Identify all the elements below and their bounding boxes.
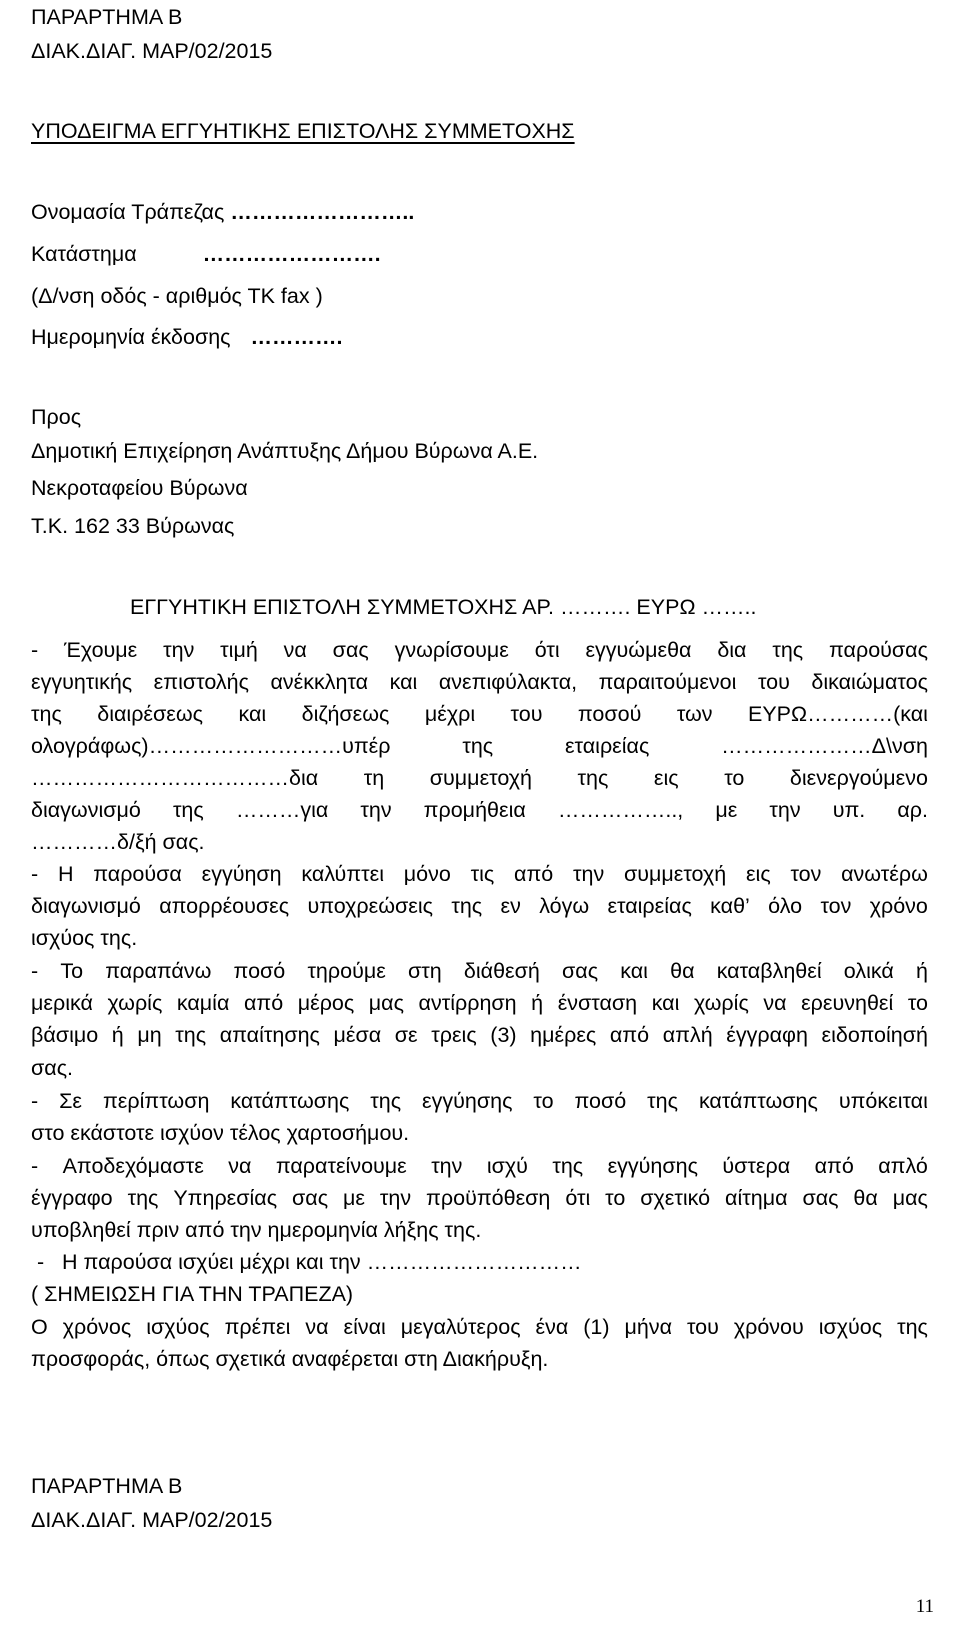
word: της [897,1315,928,1339]
paragraph-extension [31,1156,928,1178]
paragraph-guarantee [31,672,928,694]
word: προμήθεια [423,798,526,822]
word: ισχύ [486,1154,528,1178]
word: της [31,702,62,726]
word: συμμετοχή [623,862,727,886]
paragraph-guarantee [31,768,928,790]
word: μας [368,991,404,1015]
issue-date-label: Ημερομηνία έκδοσης [31,325,231,349]
bank-name-label: Ονομασία Τράπεζας [31,200,225,224]
word: κατάπτωσης [698,1089,818,1113]
word: απλό [878,1154,928,1178]
bank-address: (Δ/νση οδός - αριθμός ΤΚ fax ) [31,284,323,308]
word: Σε [59,1089,83,1113]
word: επιστολής [153,670,249,694]
word: την [431,1154,463,1178]
word: της [772,638,804,662]
word: να [283,638,307,662]
issue-date-placeholder: …………. [250,325,343,349]
word: αρ. [897,798,928,822]
word: μόνο [403,862,451,886]
bank-name-line [31,202,414,224]
word: του [510,702,543,726]
word: ισχύος [146,1315,210,1339]
word: θα [670,959,695,983]
branch-line [31,244,381,266]
word: το [605,1186,626,1210]
word: καλύπτει [301,862,385,886]
word: την [360,798,392,822]
word: ανωτέρω [841,862,928,886]
bank-note-text-end: προσφοράς, όπως σχετικά αναφέρεται στη Διακήρυξη. [31,1347,549,1371]
word: δικαιώματος [811,670,928,694]
word: με [715,798,738,822]
word: μέρος [297,991,355,1015]
word: της [127,1186,159,1210]
word: ειδοποίησή [821,1023,928,1047]
word: παρούσα [93,862,182,886]
word: ποσού [577,702,642,726]
word: απαίτησης [219,1023,320,1047]
word: - [31,638,39,662]
word: σας [332,638,369,662]
footer-annex: ΠΑΡΑΡΤΗΜΑ Β [31,1474,183,1498]
word: γνωρίσουμε [394,638,509,662]
word: ανεπιφύλακτα, [438,670,578,694]
word: του [757,670,790,694]
word: τηρούμε [307,959,386,983]
word: τη [363,766,385,790]
word: από [814,1154,854,1178]
word: εις [653,766,679,790]
word: ένσταση [557,991,638,1015]
word: χωρίς [107,991,163,1015]
word: είναι [343,1315,386,1339]
bank-name-placeholder: …………………….. [230,200,415,224]
word: της [647,1089,678,1113]
word: μέσα [333,1023,382,1047]
word: έγγραφη [726,1023,808,1047]
paragraph-validity: - Η παρούσα ισχύει μέχρι και την ………………………… [31,1250,582,1274]
paragraph-guarantee [31,800,928,822]
word: Έχουμε [64,638,138,662]
word: καμία [176,991,230,1015]
word: ή [915,959,928,983]
word: την [163,638,195,662]
word: εγγυώμεθα [585,638,692,662]
word: τρεις [431,1023,477,1047]
paragraph-coverage-end: ισχύος της. [31,926,138,950]
paragraph-guarantee-end: …………δ/ξή σας. [31,830,205,854]
word: σχετικό [640,1186,711,1210]
word: ………για [235,798,329,822]
word: αίτημα [725,1186,788,1210]
word: την [379,1186,412,1210]
paragraph-coverage [31,864,928,886]
word: το [533,1089,554,1113]
word: της [552,1154,584,1178]
word: και [238,702,267,726]
word: ολικά [843,959,894,983]
paragraph-forfeiture [31,1091,928,1113]
word: δια [717,638,747,662]
word: εγγύησης [607,1154,698,1178]
paragraph-guarantee [31,640,928,662]
word: ή [531,991,544,1015]
word: μας [892,1186,928,1210]
word: συμμετοχή [429,766,532,790]
word: ότι [565,1186,591,1210]
word: κατάπτωσης [230,1089,350,1113]
word: του [686,1315,719,1339]
word: ΕΥΡΩ…………(και [747,702,928,726]
word: χρόνος [62,1315,132,1339]
word: Το [60,959,84,983]
paragraph-extension [31,1188,928,1210]
word: το [907,991,928,1015]
word: τιμή [220,638,258,662]
word: ένα [535,1315,569,1339]
word: εταιρείας [607,894,692,918]
word: εν [500,894,521,918]
word: από [514,862,554,886]
word: ποσό [574,1089,627,1113]
word: της [451,894,483,918]
word: εγγυητικής [31,670,133,694]
word: σας [562,959,599,983]
word: ή [111,1023,124,1047]
word: και [651,991,680,1015]
word: σε [394,1023,418,1047]
issue-date-line [31,327,343,349]
word: τις [470,862,495,886]
word: Η [57,862,74,886]
word: μερικά [31,991,93,1015]
word: χωρίς [693,991,749,1015]
word: της [172,798,204,822]
word: στη [407,959,442,983]
word: με [343,1186,365,1210]
word: Ο [31,1315,48,1339]
tender-code: ΔΙΑΚ.ΔΙΑΓ. ΜΑΡ/02/2015 [31,39,273,63]
word: - [31,1089,39,1113]
word: Υπηρεσίας [173,1186,278,1210]
word: εις [745,862,771,886]
word: ότι [534,638,560,662]
word: περίπτωση [102,1089,210,1113]
annex-header: ΠΑΡΑΡΤΗΜΑ Β [31,5,183,29]
word: της [175,1023,207,1047]
word: ερευνηθεί [801,991,894,1015]
word: ………………………………δια [31,766,319,790]
word: το [724,766,745,790]
word: διαιρέσεως [97,702,204,726]
word: διενεργούμενο [789,766,928,790]
word: την [769,798,801,822]
word: (1) [583,1315,610,1339]
word: παραιτούμενοι [598,670,737,694]
word: σας [292,1186,329,1210]
recipient-postcode: Τ.Κ. 162 33 Βύρωνας [31,514,235,538]
word: καταβληθεί [716,959,822,983]
branch-placeholder: ……………………. [202,242,381,266]
document-title: ΥΠΟΔΕΙΓΜΑ ΕΓΓΥΗΤΙΚΗΣ ΕΠΙΣΤΟΛΗΣ ΣΥΜΜΕΤΟΧΗΣ [31,119,575,143]
word: μεγαλύτερος [400,1315,521,1339]
paragraph-extension-end: υποβληθεί πριν από την ημερομηνία λήξης της. [31,1218,482,1242]
word: - [31,1154,39,1178]
bank-note-text [31,1317,928,1339]
word: εταιρείας [564,734,650,758]
recipient-to: Προς [31,405,82,429]
word: διάθεσή [463,959,540,983]
word: να [763,991,787,1015]
branch-label: Κατάστημα [31,242,137,266]
word: την [573,862,605,886]
recipient-street: Νεκροταφείου Βύρωνα [31,476,248,500]
word: …………….., [557,798,684,822]
footer-tender-code: ΔΙΑΚ.ΔΙΑΓ. ΜΑΡ/02/2015 [31,1508,273,1532]
word: …………………Δ\νση [721,734,928,758]
word: της [370,1089,402,1113]
word: εγγύησης [422,1089,513,1113]
word: των [676,702,713,726]
word: καθ’ [710,894,750,918]
word: παρατείνουμε [275,1154,407,1178]
word: βάσιμο [31,1023,99,1047]
word: ύστερα [722,1154,791,1178]
word: τον [820,894,852,918]
word: απλή [662,1023,713,1047]
word: ανέκκλητα [270,670,369,694]
word: ισχύος [818,1315,883,1339]
paragraph-forfeiture-end: στο εκάστοτε ισχύον τέλος χαρτοσήμου. [31,1121,410,1145]
paragraph-guarantee [31,704,928,726]
word: μήνα [624,1315,672,1339]
word: διαγωνισμό [31,798,141,822]
word: μέχρι [424,702,476,726]
word: διαγωνισμό [31,894,141,918]
word: της [462,734,494,758]
word: αντίρρηση [418,991,517,1015]
word: ολογράφως)………………………υπέρ [31,734,391,758]
word: τον [790,862,822,886]
paragraph-payment [31,1025,928,1047]
paragraph-payment [31,961,928,983]
word: λόγω [539,894,590,918]
word: παρούσας [829,638,928,662]
word: και [389,670,418,694]
recipient-name: Δημοτική Επιχείρηση Ανάπτυξης Δήμου Βύρωνα Α.Ε. [31,439,539,463]
word: ποσό [233,959,286,983]
paragraph-guarantee [31,736,928,758]
word: (3) [490,1023,517,1047]
word: Αποδεχόμαστε [62,1154,204,1178]
word: να [228,1154,252,1178]
bank-note-title: ( ΣΗΜΕΙΩΣΗ ΓΙΑ ΤΗΝ ΤΡΑΠΕΖΑ) [31,1282,354,1306]
paragraph-payment-end: σας. [31,1056,74,1080]
word: διζήσεως [301,702,390,726]
word: - [31,862,39,886]
word: από [243,991,284,1015]
word: μη [137,1023,162,1047]
word: υπόκειται [838,1089,928,1113]
word: εγγύηση [201,862,282,886]
word: όλο [768,894,803,918]
word: πρέπει [224,1315,291,1339]
word: ημέρες [530,1023,597,1047]
word: απορρέουσες [159,894,290,918]
word: από [609,1023,650,1047]
word: υπ. [832,798,866,822]
word: υποχρεώσεις [307,894,433,918]
word: της [577,766,609,790]
word: χρόνο [869,894,928,918]
word: σας [802,1186,839,1210]
word: θα [853,1186,878,1210]
word: προϋπόθεση [426,1186,551,1210]
word: έγγραφο [31,1186,113,1210]
word: - [31,959,39,983]
word: και [620,959,648,983]
page-number: 11 [915,1596,934,1617]
word: παραπάνω [105,959,212,983]
paragraph-payment [31,993,928,1015]
letter-heading: ΕΓΓΥΗΤΙΚΗ ΕΠΙΣΤΟΛΗ ΣΥΜΜΕΤΟΧΗΣ ΑΡ. ………. ΕΥΡΩ …….. [130,595,757,619]
word: χρόνου [733,1315,804,1339]
paragraph-coverage [31,896,928,918]
word: να [305,1315,329,1339]
